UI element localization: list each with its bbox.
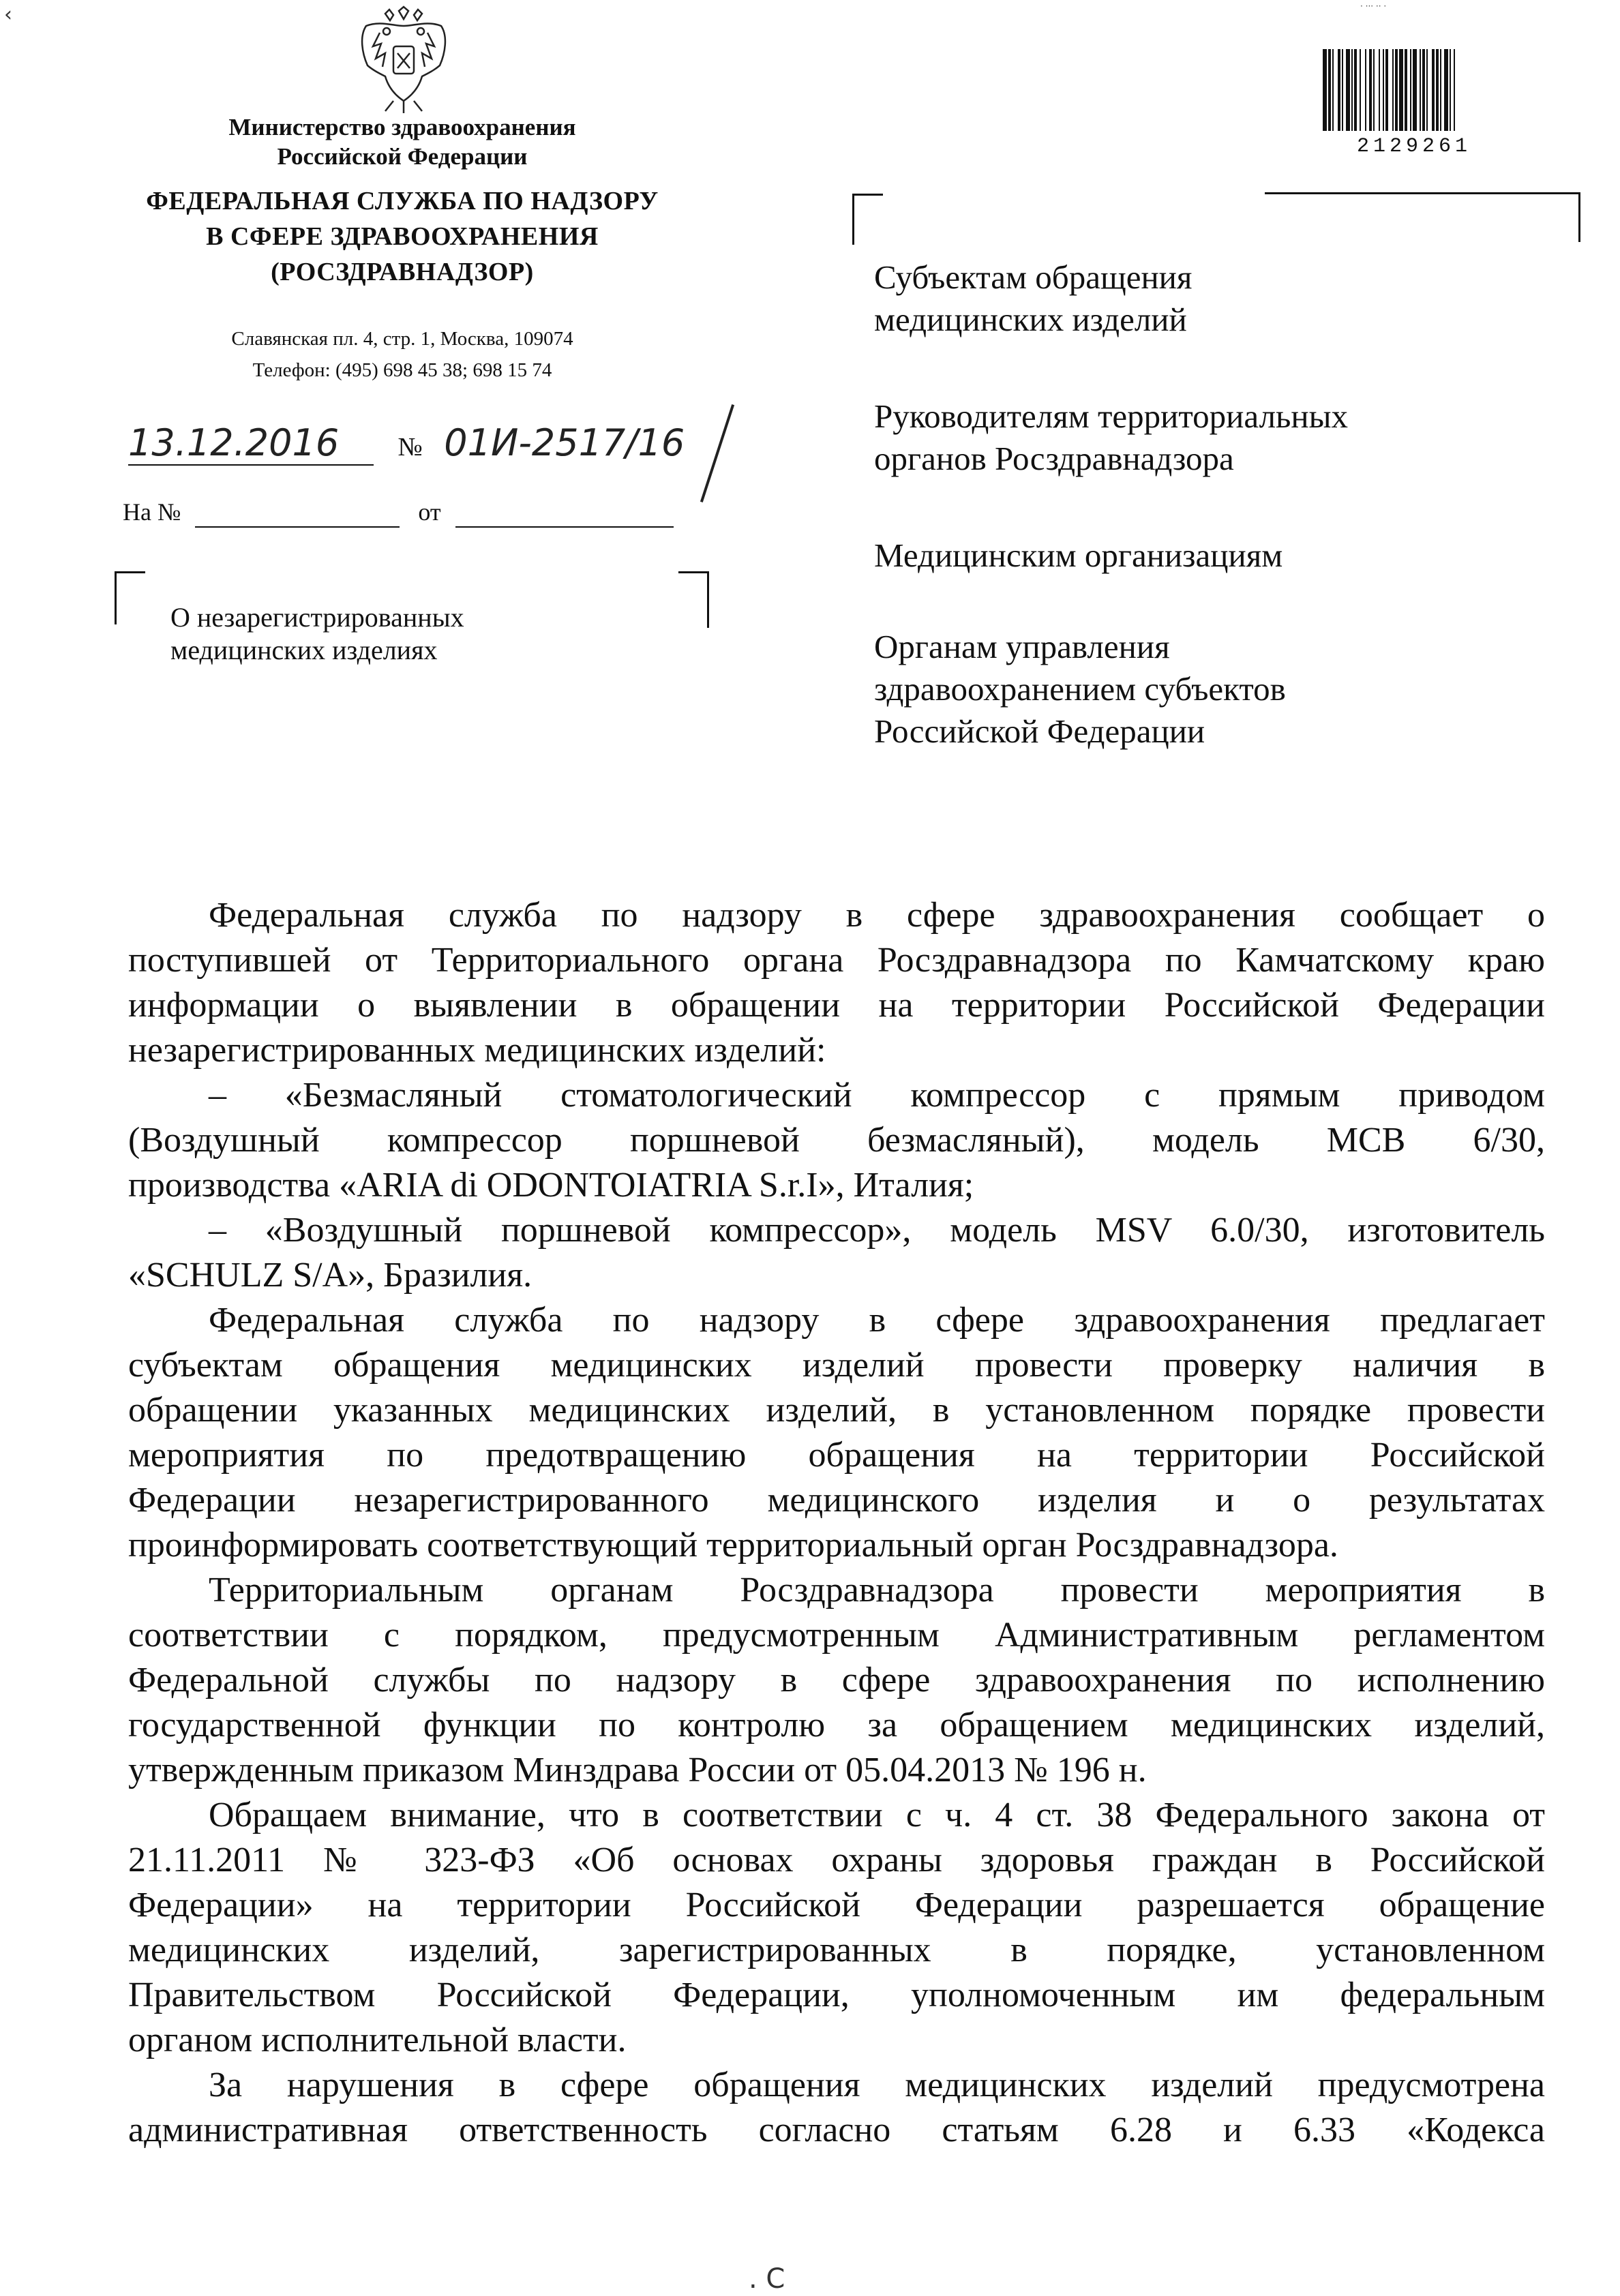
ministry-name-line1: Министерство здравоохранения: [228, 114, 576, 140]
paragraph-6-line: органом исполнительной власти.: [128, 2021, 627, 2059]
paragraph-4-line: Федерации незарегистрированного медицинского изделия и о результатах: [128, 1481, 1545, 1520]
agency-phone: Телефон: (495) 698 45 38; 698 15 74: [252, 359, 552, 381]
ministry-name-line2: Российской Федерации: [277, 143, 528, 170]
addressee-territorial-heads: [874, 395, 1348, 480]
barcode-bar: [1379, 49, 1380, 131]
addressee-2-line2: органов Росздравнадзора: [874, 440, 1234, 477]
paragraph-5-line: государственной функции по контролю за обращением медицинских изделий,: [128, 1706, 1545, 1744]
registration-date: 13.12.2016: [128, 421, 374, 466]
paragraph-5-line: соответствии с порядком, предусмотренным Административным регламентом: [128, 1616, 1545, 1655]
barcode-bar: [1420, 49, 1421, 131]
scan-top-note: · ··· ·· ·: [1360, 1, 1387, 11]
barcode-bar: [1399, 49, 1403, 131]
page-marker: . С: [749, 2263, 785, 2295]
agency-name-line2: В СФЕРЕ ЗДРАВООХРАНЕНИЯ: [206, 222, 599, 251]
barcode-bar: [1369, 49, 1372, 131]
scan-tick-mark: ‹: [4, 3, 12, 27]
barcode-bar: [1338, 49, 1340, 131]
addressee-health-authorities: [874, 626, 1286, 753]
reply-reference-line: [123, 498, 674, 528]
barcode-bar: [1426, 49, 1428, 131]
barcode-bar: [1410, 49, 1411, 131]
paragraph-4-line: обращении указанных медицинских изделий, в установленном порядке провести: [128, 1391, 1545, 1430]
letter-body: [128, 893, 1545, 2153]
subject-bracket-left: [115, 571, 145, 624]
device-2-line: «SCHULZ S/A», Бразилия.: [128, 1256, 532, 1295]
barcode-bar: [1373, 49, 1375, 131]
paragraph-1-line: информации о выявлении в обращении на территории Российской Федерации: [128, 986, 1545, 1025]
barcode-bar: [1385, 49, 1388, 131]
paragraph-4-line: Федеральная служба по надзору в сфере здравоохранения предлагает: [209, 1301, 1545, 1340]
barcode-bar: [1323, 49, 1327, 131]
barcode-bar: [1332, 49, 1334, 131]
barcode-bar: [1395, 49, 1398, 131]
paragraph-6-line: 21.11.2011 № 323-ФЗ «Об основах охраны здоровья граждан в Российской: [128, 1841, 1545, 1879]
barcode-bar: [1328, 49, 1331, 131]
barcode-bar: [1450, 49, 1451, 131]
number-label: №: [397, 433, 423, 462]
barcode-bar: [1342, 49, 1343, 131]
reply-number-blank: [195, 498, 400, 528]
device-2-line: – «Воздушный поршневой компрессор», модель MSV 6.0/30, изготовитель: [209, 1211, 1545, 1250]
addressee-4-line1: Органам управления: [874, 628, 1170, 665]
paragraph-5-line: Федеральной службы по надзору в сфере здравоохранения по исполнению: [128, 1661, 1545, 1700]
paragraph-6-line: Обращаем внимание, что в соответствии с ч. 4 ст. 38 Федерального закона от: [209, 1796, 1545, 1834]
addressee-4-line2: здравоохранением субъектов: [874, 670, 1286, 708]
barcode-bar: [1454, 49, 1455, 131]
subject-line1: О незарегистрированных: [170, 602, 464, 633]
device-1-line: – «Безмасляный стоматологический компрессор с прямым приводом: [209, 1076, 1545, 1115]
paragraph-1-line: Федеральная служба по надзору в сфере здравоохранения сообщает о: [209, 896, 1545, 935]
addressee-4-line3: Российской Федерации: [874, 712, 1205, 750]
paragraph-6-line: Правительством Российской Федерации, уполномоченным им федеральным: [128, 1976, 1545, 2014]
barcode-bar: [1365, 49, 1366, 131]
reply-from-label: от: [418, 498, 441, 526]
paragraph-6-line: Федерации» на территории Российской Федерации разрешается обращение: [128, 1886, 1545, 1924]
barcode-bar: [1392, 49, 1394, 131]
addressee-subjects: [874, 256, 1192, 341]
paragraph-5-line: утвержденным приказом Минздрава России от 05.04.2013 № 196 н.: [128, 1751, 1147, 1789]
addressee-1-line1: Субъектам обращения: [874, 258, 1192, 296]
paragraph-4-line: субъектам обращения медицинских изделий провести проверку наличия в: [128, 1346, 1545, 1385]
barcode-bar: [1346, 49, 1350, 131]
paragraph-4-line: проинформировать соответствующий территориальный орган Росздравнадзора.: [128, 1526, 1338, 1565]
addressee-3-line1: Медицинским организациям: [874, 537, 1283, 574]
agency-address: Славянская пл. 4, стр. 1, Москва, 109074: [231, 328, 573, 350]
barcode: [1321, 49, 1522, 138]
paragraph-1-line: поступившей от Территориального органа Росздравнадзора по Камчатскому краю: [128, 941, 1545, 980]
agency-name-line1: ФЕДЕРАЛЬНАЯ СЛУЖБА ПО НАДЗОРУ: [146, 187, 659, 215]
letter-subject: [170, 601, 464, 667]
barcode-bar: [1432, 49, 1435, 131]
reply-date-blank: [455, 498, 674, 528]
barcode-bar: [1351, 49, 1353, 131]
agency-name-line3: (РОСЗДРАВНАДЗОР): [271, 258, 534, 286]
barcode-bar: [1360, 49, 1361, 131]
barcode-bar: [1444, 49, 1448, 131]
paragraph-5-line: Территориальным органам Росздравнадзора провести мероприятия в: [209, 1571, 1545, 1610]
addressee-bracket-right: [1265, 192, 1580, 242]
registration-line: [128, 421, 742, 476]
device-1-line: (Воздушный компрессор поршневой безмасляный), модель МСВ 6/30,: [128, 1121, 1545, 1160]
barcode-bar: [1413, 49, 1417, 131]
paragraph-1-line: незарегистрированных медицинских изделий:: [128, 1031, 826, 1070]
subject-bracket-right: [678, 571, 709, 628]
device-1-line: производства «ARIA di ODONTOIATRIA S.r.I», Италия;: [128, 1166, 974, 1205]
subject-line2: медицинских изделиях: [170, 635, 438, 665]
barcode-bar: [1422, 49, 1425, 131]
barcode-bar: [1405, 49, 1407, 131]
barcode-bar: [1440, 49, 1441, 131]
paragraph-6-line: медицинских изделий, зарегистрированных в порядке, установленном: [128, 1931, 1545, 1969]
coat-of-arms-emblem: [352, 5, 455, 115]
addressee-bracket-left: [852, 194, 883, 245]
paragraph-7-line: За нарушения в сфере обращения медицинских изделий предусмотрена: [209, 2066, 1545, 2104]
reply-number-label: На №: [123, 498, 181, 526]
barcode-bar: [1383, 49, 1384, 131]
barcode-number: 2129261: [1357, 135, 1472, 158]
registration-number: 01И-2517/16: [444, 421, 685, 464]
paragraph-7-line: административная ответственность согласно статьям 6.28 и 6.33 «Кодекса: [128, 2111, 1545, 2149]
paragraph-4-line: мероприятия по предотвращению обращения на территории Российской: [128, 1436, 1545, 1475]
addressee-1-line2: медицинских изделий: [874, 301, 1187, 338]
addressee-2-line1: Руководителям территориальных: [874, 397, 1349, 435]
barcode-bar: [1354, 49, 1357, 131]
barcode-bar: [1436, 49, 1439, 131]
addressee-medical-orgs: [874, 534, 1282, 577]
